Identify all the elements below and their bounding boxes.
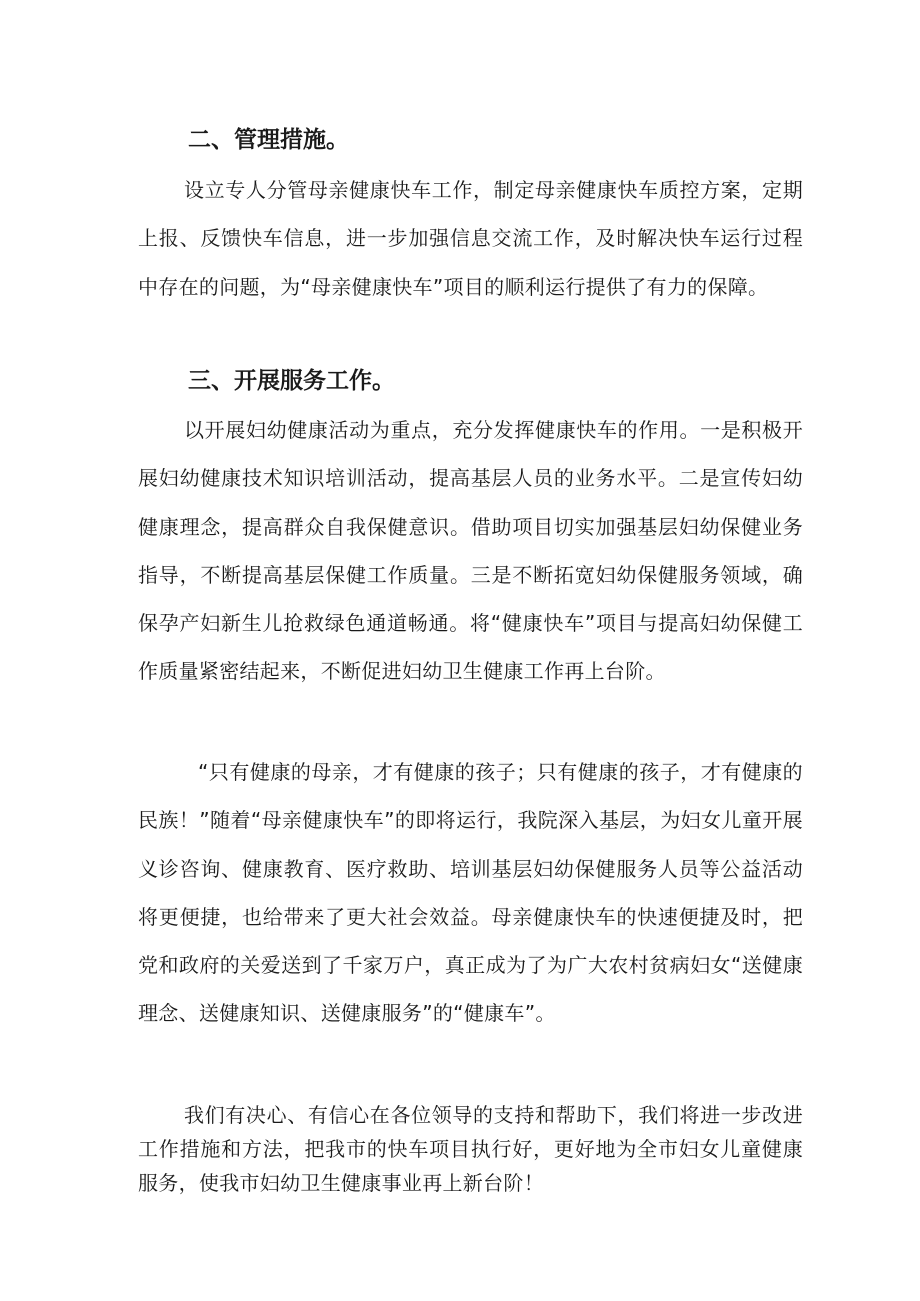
section-3-paragraph: 以开展妇幼健康活动为重点，充分发挥健康快车的作用。一是积极开展妇幼健康技术知识培训活动，提高基层人员的业务水平。二是宣传妇幼健康理念，提高群众自我保健意识。借助项目切实加强基层妇幼保健业务指导，不断提高基层保健工作质量。三是不断拓宽妇幼保健服务领域，确保孕产妇新生儿抢救绿色通道畅通。将“健康快车”项目与提高妇幼保健工作质量紧密结起来，不断促进妇幼卫生健康工作再上台阶。 [138, 418, 803, 684]
section-2-paragraph: 设立专人分管母亲健康快车工作，制定母亲健康快车质控方案，定期上报、反馈快车信息，进一步加强信息交流工作，及时解决快车运行过程中存在的问题，为“母亲健康快车”项目的顺利运行提供了有力的保障。 [138, 178, 803, 299]
section-3-heading: 三、开展服务工作。 [188, 368, 395, 394]
closing-paragraph: 我们有决心、有信心在各位领导的支持和帮助下，我们将进一步改进工作措施和方法，把我市的快车项目执行好，更好地为全市妇女儿童健康服务，使我市妇幼卫生健康事业再上新台阶！ [138, 1103, 803, 1195]
quote-paragraph: “只有健康的母亲，才有健康的孩子；只有健康的孩子，才有健康的民族！”随着“母亲健康快车”的即将运行，我院深入基层，为妇女儿童开展义诊咨询、健康教育、医疗救助、培训基层妇幼保健服务人员等公益活动将更便捷，也给带来了更大社会效益。母亲健康快车的快速便捷及时，把党和政府的关爱送到了千家万户，真正成为了为广大农村贫病妇女“送健康理念、送健康知识、送健康服务”的“健康车”。 [138, 760, 803, 1026]
section-2-heading: 二、管理措施。 [188, 127, 349, 153]
